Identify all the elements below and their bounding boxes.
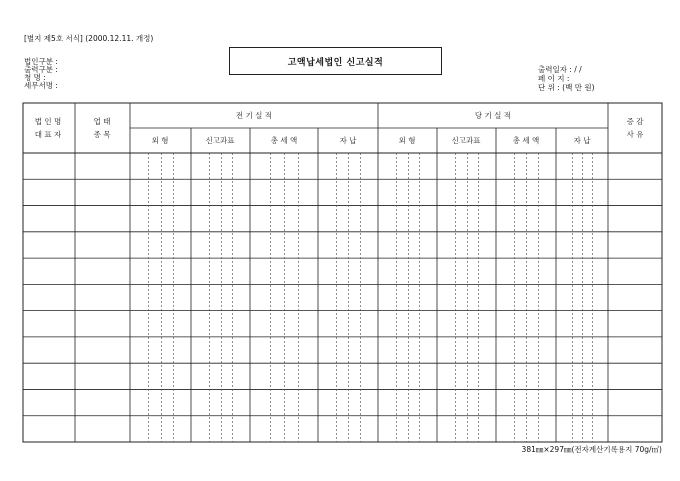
label-page: 페 이 지 : xyxy=(538,74,570,83)
sub-header-curr-self-paid: 자 납 xyxy=(573,136,591,145)
sub-header-prev-total-tax: 총 세 액 xyxy=(270,136,298,145)
label-output-type: 출력구분 : xyxy=(24,65,58,74)
sub-header-prev-self-paid: 자 납 xyxy=(339,136,357,145)
header-representative: 대 표 자 xyxy=(34,130,62,139)
sub-header-prev-tax-base: 신고과표 xyxy=(205,136,235,145)
sub-header-curr-revenue: 외 형 xyxy=(398,136,416,145)
label-tax-office: 세무서명 : xyxy=(24,81,58,90)
header-corp-name: 법 인 명 xyxy=(34,117,62,126)
form-reference: [별지 제5호 서식] (2000.12.11. 개정) xyxy=(24,34,154,43)
table-grid xyxy=(23,103,662,442)
sub-header-curr-total-tax: 총 세 액 xyxy=(512,136,540,145)
row-lines xyxy=(23,179,662,415)
digit-separator-lines xyxy=(149,153,593,442)
header-prev-period: 전 기 실 적 xyxy=(235,111,273,120)
header-reason: 사 유 xyxy=(626,130,644,139)
sub-header-prev-revenue: 외 형 xyxy=(151,136,169,145)
header-change: 증 감 xyxy=(626,117,644,126)
sub-header-curr-tax-base: 신고과표 xyxy=(451,136,481,145)
header-business-type: 업 태 xyxy=(93,117,111,126)
label-output-date: 출력일자 : / / xyxy=(538,65,582,74)
page-title-text: 고액납세법인 신고실적 xyxy=(287,57,384,68)
footer-paper-spec: 381㎜×297㎜(전자계산기록용지 70g/㎡) xyxy=(521,445,662,454)
label-office: 청 명 : xyxy=(24,73,46,82)
label-unit: 단 위 : (백 만 원) xyxy=(538,83,595,92)
header-curr-period: 당 기 실 적 xyxy=(474,111,512,120)
label-corp-type: 법인구분 : xyxy=(24,57,58,66)
header-business-item: 종 목 xyxy=(93,130,111,139)
table-header xyxy=(35,110,644,145)
